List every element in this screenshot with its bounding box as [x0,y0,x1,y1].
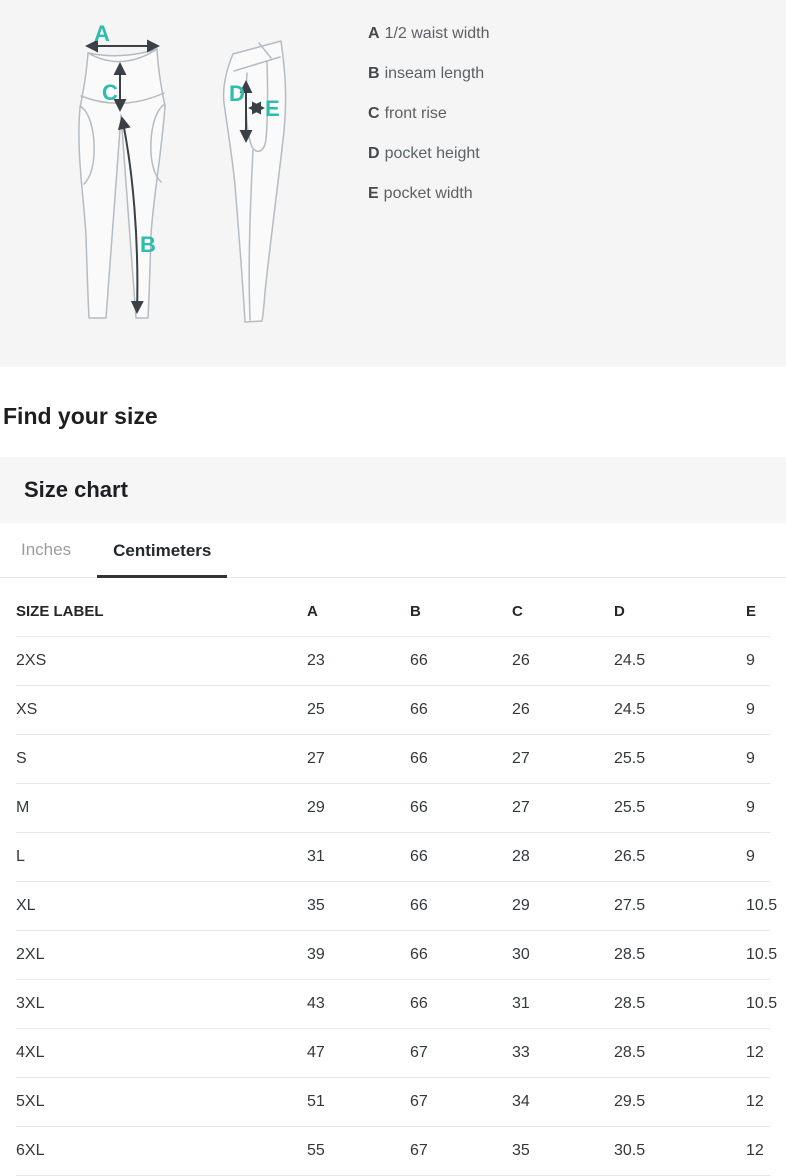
measurement-cell: 33 [512,1028,614,1077]
size-label-cell: 2XS [16,636,307,685]
size-label-cell: 4XL [16,1028,307,1077]
legend-label: front rise [384,105,447,122]
marker-d: D [229,81,245,106]
size-chart-title: Size chart [24,477,128,502]
table-row [16,685,770,734]
table-header-row [16,587,770,636]
measurement-cell: 35 [512,1126,614,1175]
measurement-cell: 28 [512,832,614,881]
measurement-cell: 67 [410,1028,512,1077]
measurement-cell: 28.5 [614,1028,746,1077]
measurement-cell: 27 [512,734,614,783]
measurement-legend [368,26,490,226]
measurement-cell: 66 [410,832,512,881]
measurement-cell: 34 [512,1077,614,1126]
size-label-cell: M [16,783,307,832]
measurement-cell: 27.5 [614,881,746,930]
size-label-cell: 3XL [16,979,307,1028]
measurement-cell: 27 [512,783,614,832]
measurement-cell: 55 [307,1126,410,1175]
measurement-cell: 66 [410,685,512,734]
marker-a: A [94,21,110,46]
measurement-cell: 24.5 [614,636,746,685]
measurement-cell: 66 [410,636,512,685]
measurement-cell: 31 [307,832,410,881]
measurement-cell: 51 [307,1077,410,1126]
size-label-cell: 6XL [16,1126,307,1175]
table-row [16,979,770,1028]
legend-item [368,146,490,186]
size-label-cell: L [16,832,307,881]
unit-tabs [0,523,786,578]
legend-item [368,106,490,146]
measurement-cell: 9 [746,636,770,685]
column-header-c: C [512,587,614,636]
legend-letter: D [368,145,380,162]
size-chart-header-bar [0,457,786,523]
measurement-cell: 67 [410,1126,512,1175]
legend-letter: A [368,25,380,42]
measurement-cell: 67 [410,1077,512,1126]
size-label-cell: XL [16,881,307,930]
legend-item [368,26,490,66]
measurement-cell: 12 [746,1028,770,1077]
table-body [16,636,778,1175]
column-header-e: E [746,587,770,636]
table-row [16,832,770,881]
measurement-cell: 9 [746,783,770,832]
table-row [16,1077,770,1126]
measurement-cell: 66 [410,783,512,832]
measurement-cell: 66 [410,734,512,783]
measurement-cell: 66 [410,930,512,979]
measurement-cell: 47 [307,1028,410,1077]
size-label-cell: XS [16,685,307,734]
measurement-cell: 24.5 [614,685,746,734]
measurement-cell: 9 [746,832,770,881]
table-row [16,881,770,930]
measurement-cell: 27 [307,734,410,783]
legend-label: pocket width [383,185,473,202]
measurement-cell: 26.5 [614,832,746,881]
column-header-size-label: SIZE LABEL [16,587,307,636]
measurement-cell: 25.5 [614,734,746,783]
leggings-front-illustration [79,49,165,318]
column-header-d: D [614,587,746,636]
measurement-cell: 29.5 [614,1077,746,1126]
tab-centimeters[interactable]: Centimeters [97,541,227,578]
measurement-cell: 12 [746,1126,770,1175]
column-header-b: B [410,587,512,636]
measurement-cell: 66 [410,979,512,1028]
table-row [16,1028,770,1077]
measurement-cell: 35 [307,881,410,930]
measurement-cell: 26 [512,636,614,685]
legend-item [368,186,490,226]
measurement-cell: 10.5 [746,881,770,930]
measurement-diagram-section [0,0,786,367]
legend-letter: C [368,105,380,122]
legend-label: 1/2 waist width [384,25,490,42]
table-row [16,636,770,685]
find-your-size-heading: Find your size [3,403,158,429]
measurement-cell: 26 [512,685,614,734]
measurement-cell: 30 [512,930,614,979]
size-label-cell: 2XL [16,930,307,979]
table-row [16,734,770,783]
size-label-cell: 5XL [16,1077,307,1126]
marker-e: E [265,96,280,121]
size-chart-table [16,587,778,1176]
measurement-cell: 39 [307,930,410,979]
measurement-cell: 12 [746,1077,770,1126]
table-row [16,1126,770,1175]
tab-inches[interactable]: Inches [21,540,72,559]
legend-letter: E [368,185,379,202]
marker-c: C [102,80,118,105]
legend-letter: B [368,65,380,82]
marker-b: B [140,232,156,257]
table-row [16,930,770,979]
measurement-cell: 29 [512,881,614,930]
measurement-cell: 66 [410,881,512,930]
legend-item [368,66,490,106]
measurement-cell: 29 [307,783,410,832]
legend-label: pocket height [384,145,480,162]
measurement-cell: 10.5 [746,930,770,979]
legend-label: inseam length [384,65,485,82]
measurement-cell: 25 [307,685,410,734]
measurement-cell: 28.5 [614,930,746,979]
measurement-cell: 30.5 [614,1126,746,1175]
measurement-cell: 9 [746,685,770,734]
measurement-cell: 10.5 [746,979,770,1028]
measurement-cell: 9 [746,734,770,783]
table-row [16,783,770,832]
measurement-cell: 28.5 [614,979,746,1028]
size-label-cell: S [16,734,307,783]
measurement-cell: 31 [512,979,614,1028]
measurement-cell: 43 [307,979,410,1028]
measurement-cell: 23 [307,636,410,685]
column-header-a: A [307,587,410,636]
measurement-cell: 25.5 [614,783,746,832]
